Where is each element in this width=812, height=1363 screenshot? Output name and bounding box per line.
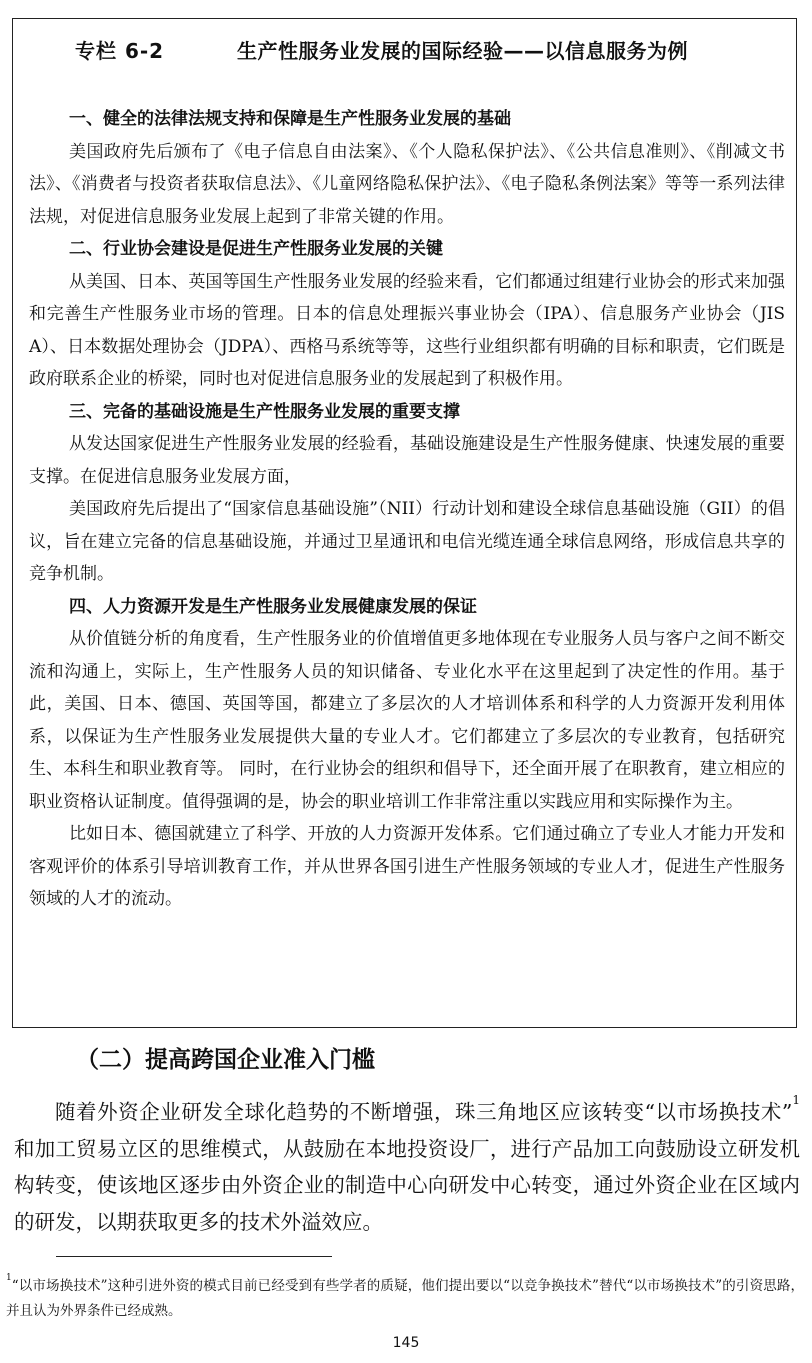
box-label: 专栏 6-2	[75, 39, 165, 63]
section-paragraph: 美国政府先后颁布了《电子信息自由法案》、《个人隐私保护法》、《公共信息准则》、《削减文书法》、《消费者与投资者获取信息法》、《儿童网络隐私保护法》、《电子隐私条例法案》等等一系列法律法规，对促进信息服务业发展上起到了非常关键的作用。	[29, 141, 785, 227]
main-paragraph-text-start: 随着外资企业研发全球化趋势的不断增强，珠三角地区应该转变“以市场换技术”	[55, 1100, 793, 1124]
footnote-reference[interactable]: 1	[792, 1093, 800, 1107]
box-section-2	[29, 233, 785, 396]
page-number: 145	[392, 1335, 420, 1351]
box-section-1	[29, 103, 785, 233]
box-body	[29, 103, 785, 916]
box-section-3	[29, 396, 785, 591]
footnote	[6, 1274, 804, 1324]
section-heading: 四、人力资源开发是生产性服务业发展健康发展的保证	[69, 596, 477, 617]
section-paragraph: 比如日本、德国就建立了科学、开放的人力资源开发体系。它们通过确立了专业人才能力开发和客观评价的体系引导培训教育工作，并从世界各国引进生产性服务领域的专业人才，促进生产性服务领域的人才的流动。	[29, 824, 785, 909]
box-title: 生产性服务业发展的国际经验——以信息服务为例	[237, 39, 688, 63]
main-paragraph-text-end: 和加工贸易立区的思维模式，从鼓励在本地投资设厂，进行产品加工向鼓励设立研发机构转变，使该地区逐步由外资企业的制造中心向研发中心转变，通过外资企业在区域内的研发，以期获取更多的技术外溢效应。	[14, 1136, 800, 1234]
section-paragraph: 从发达国家促进生产性服务业发展的经验看，基础设施建设是生产性服务健康、快速发展的重要支撑。在促进信息服务业发展方面，	[29, 434, 785, 487]
section-paragraph: 从美国、日本、英国等国生产性服务业发展的经验来看，它们都通过组建行业协会的形式来加强和完善生产性服务业市场的管理。日本的信息处理振兴事业协会（IPA）、信息服务产业协会（JISA）、日本数据处理协会（JDPA）、西格马系统等等，这些行业组织都有明确的目标和职责，它们既是政府联系企业的桥梁，同时也对促进信息服务业的发展起到了积极作用。	[29, 271, 785, 389]
section-heading: 二、行业协会建设是促进生产性服务业发展的关键	[69, 239, 443, 259]
main-paragraph	[14, 1094, 800, 1240]
section-heading: 三、完备的基础设施是生产性服务业发展的重要支撑	[69, 401, 460, 422]
main-section-heading: （二）提高跨国企业准入门槛	[76, 1047, 375, 1073]
box-section-4	[29, 591, 785, 916]
section-paragraph: 从价值链分析的角度看，生产性服务业的价值增值更多地体现在专业服务人员与客户之间不断交流和沟通上，实际上，生产性服务人员的知识储备、专业化水平在这里起到了决定性的作用。基于此，美国、日本、德国、英国等国，都建立了多层次的人才培训体系和科学的人力资源开发利用体系，以保证为生产性服务业发展提供大量的专业人才。它们都建立了多层次的专业教育，包括研究生、本科生和职业教育等。 同时，在行业协会的组织和倡导下，还全面开展了在职教育，建立相应的职业资格认证制度。值得强调的是，协会的职业培训工作非常注重以实践应用和实际操作为主。	[29, 629, 785, 812]
footnote-marker: 1	[6, 1273, 12, 1283]
section-paragraph: 美国政府先后提出了“国家信息基础设施”（NII）行动计划和建设全球信息基础设施（GII）的倡议，旨在建立完备的信息基础设施，并通过卫星通讯和电信光缆连通全球信息网络，形成信息共享的竞争机制。	[29, 499, 785, 584]
box-title-row	[13, 35, 796, 67]
footnote-text: “以市场换技术”这种引进外资的模式目前已经受到有些学者的质疑，他们提出要以“以竞争换技术”替代“以市场换技术”的引资思路，并且认为外界条件已经成熟。	[6, 1278, 804, 1319]
footnote-divider	[56, 1256, 332, 1257]
section-heading: 一、健全的法律法规支持和保障是生产性服务业发展的基础	[69, 109, 511, 129]
sidebar-box	[12, 18, 797, 1028]
